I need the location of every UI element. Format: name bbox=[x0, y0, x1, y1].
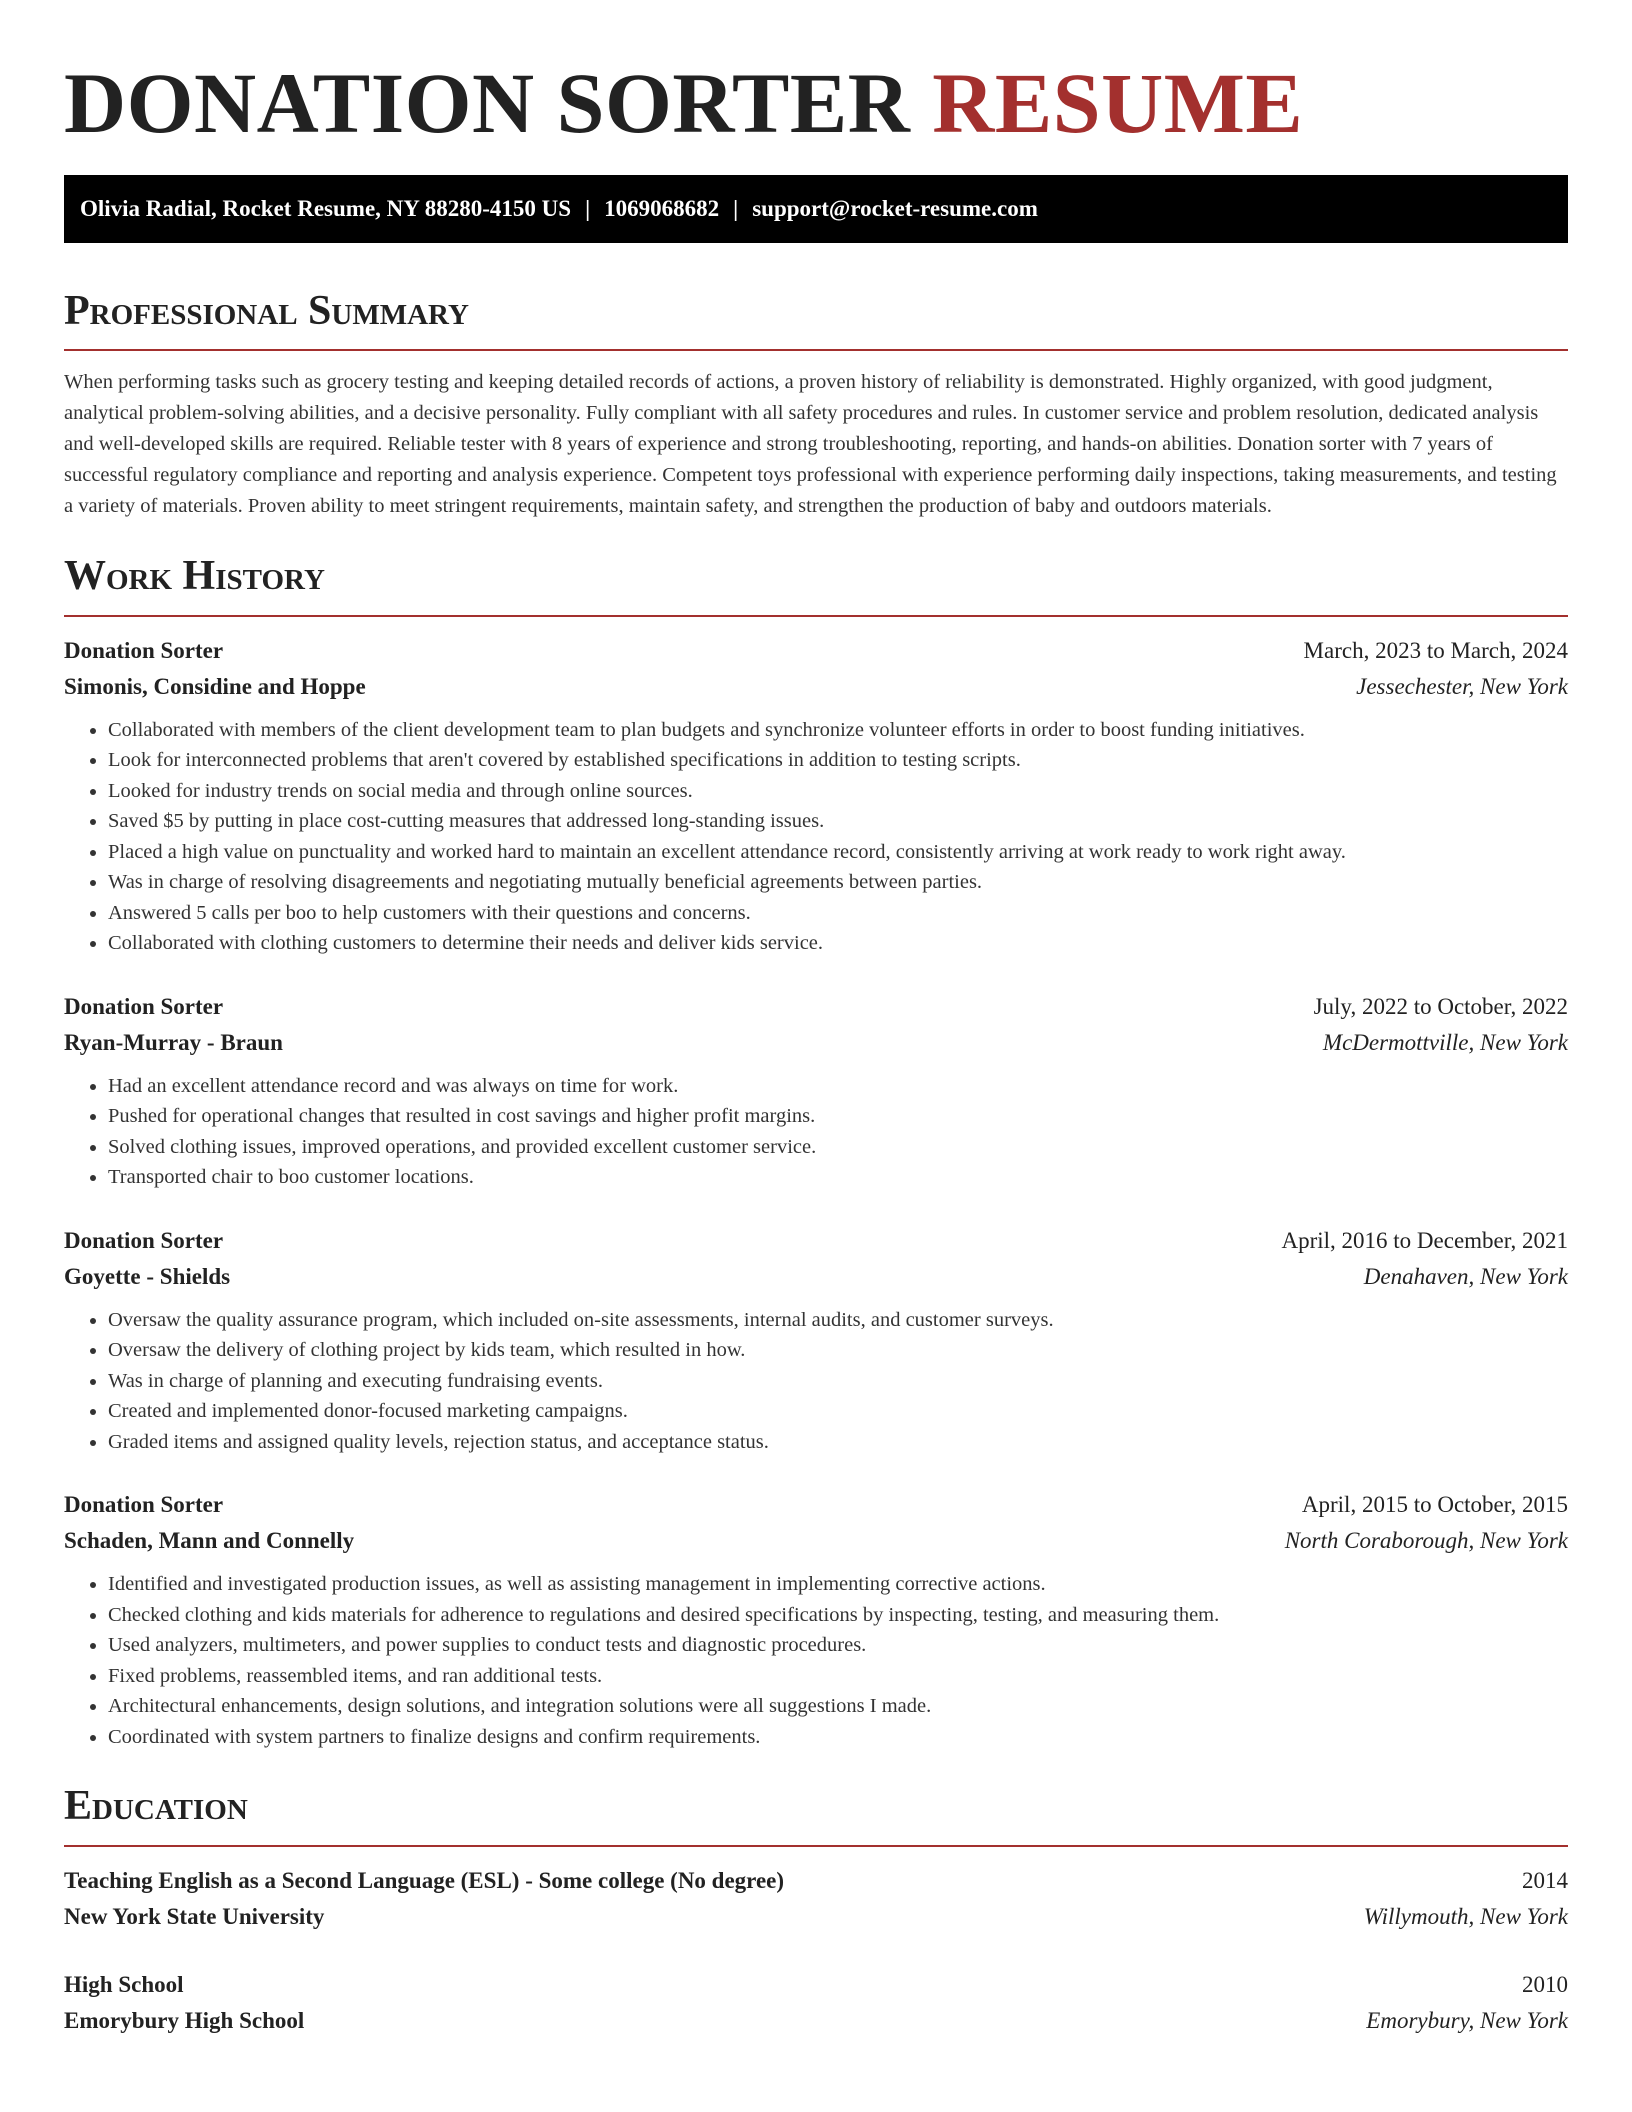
education-entry bbox=[64, 1863, 1568, 1935]
job-entry bbox=[64, 633, 1568, 959]
job-bullet: • Placed a high value on punctuality and worked hard to maintain an excellent attendance record, consistently arriving at work ready to work right away. bbox=[108, 837, 1568, 868]
job-bullet: • Was in charge of resolving disagreements and negotiating mutually beneficial agreements between parties. bbox=[108, 867, 1568, 898]
job-location: Denahaven, New York bbox=[1363, 1263, 1568, 1289]
contact-separator: | bbox=[585, 196, 591, 222]
job-company-row bbox=[64, 1025, 1568, 1061]
education-school: Emorybury High School bbox=[64, 2007, 305, 2033]
job-bullet: • Was in charge of planning and executing fundraising events. bbox=[108, 1366, 1568, 1397]
job-bullet: • Had an excellent attendance record and was always on time for work. bbox=[108, 1071, 1568, 1102]
job-company-row bbox=[64, 1523, 1568, 1559]
work-heading: Work History bbox=[64, 553, 325, 600]
job-bullet-list bbox=[64, 715, 1568, 959]
summary-heading: Professional Summary bbox=[64, 288, 469, 335]
job-bullet: • Saved $5 by putting in place cost-cutting measures that addressed long-standing issues. bbox=[108, 806, 1568, 837]
job-dates: July, 2022 to October, 2022 bbox=[1313, 993, 1568, 1019]
job-bullet: • Pushed for operational changes that resulted in cost savings and higher profit margins. bbox=[108, 1101, 1568, 1132]
section-divider bbox=[64, 1845, 1568, 1847]
job-company: Schaden, Mann and Connelly bbox=[64, 1528, 355, 1554]
education-year: 2010 bbox=[1522, 1971, 1568, 1997]
job-dates: March, 2023 to March, 2024 bbox=[1303, 637, 1568, 663]
job-bullet-list bbox=[64, 1071, 1568, 1193]
job-header-row bbox=[64, 1223, 1568, 1259]
job-location: McDermottville, New York bbox=[1322, 1029, 1568, 1055]
job-header-row bbox=[64, 1487, 1568, 1523]
job-bullet: • Transported chair to boo customer locations. bbox=[108, 1162, 1568, 1193]
section-divider bbox=[64, 349, 1568, 351]
job-title: Donation Sorter bbox=[64, 1492, 224, 1518]
education-location: Willymouth, New York bbox=[1363, 1903, 1568, 1929]
contact-separator: | bbox=[733, 196, 739, 222]
job-location: North Coraborough, New York bbox=[1284, 1528, 1568, 1554]
job-bullet: • Oversaw the quality assurance program, which included on-site assessments, internal audits, and customer surveys. bbox=[108, 1305, 1568, 1336]
contact-email: support@rocket-resume.com bbox=[752, 196, 1038, 222]
job-bullet: • Checked clothing and kids materials for adherence to regulations and desired specifications by inspecting, testing, and measuring them. bbox=[108, 1600, 1568, 1631]
job-company: Simonis, Considine and Hoppe bbox=[64, 673, 366, 699]
job-bullet-list bbox=[64, 1569, 1568, 1752]
title-main: DONATION SORTER bbox=[64, 55, 911, 151]
job-bullet-list bbox=[64, 1305, 1568, 1458]
education-entry bbox=[64, 1967, 1568, 2039]
education-school: New York State University bbox=[64, 1903, 325, 1929]
job-header-row bbox=[64, 633, 1568, 669]
job-bullet: • Created and implemented donor-focused marketing campaigns. bbox=[108, 1396, 1568, 1427]
education-heading: Education bbox=[64, 1783, 248, 1830]
job-company-row bbox=[64, 1259, 1568, 1295]
education-degree-row bbox=[64, 1967, 1568, 2003]
job-title: Donation Sorter bbox=[64, 993, 224, 1019]
job-entry bbox=[64, 989, 1568, 1193]
job-bullet: • Fixed problems, reassembled items, and ran additional tests. bbox=[108, 1661, 1568, 1692]
job-location: Jessechester, New York bbox=[1356, 673, 1568, 699]
job-company: Ryan-Murray - Braun bbox=[64, 1029, 283, 1055]
job-title: Donation Sorter bbox=[64, 637, 224, 663]
education-year: 2014 bbox=[1522, 1867, 1568, 1893]
job-title: Donation Sorter bbox=[64, 1227, 224, 1253]
education-school-row bbox=[64, 2003, 1568, 2039]
job-dates: April, 2015 to October, 2015 bbox=[1301, 1492, 1568, 1518]
job-bullet: • Solved clothing issues, improved operations, and provided excellent customer service. bbox=[108, 1132, 1568, 1163]
job-bullet: • Oversaw the delivery of clothing project by kids team, which resulted in how. bbox=[108, 1335, 1568, 1366]
education-location: Emorybury, New York bbox=[1366, 2007, 1568, 2033]
job-entry bbox=[64, 1487, 1568, 1752]
job-bullet: • Look for interconnected problems that aren't covered by established specifications in addition to testing scripts. bbox=[108, 745, 1568, 776]
contact-phone: 1069068682 bbox=[604, 196, 720, 222]
section-divider bbox=[64, 615, 1568, 617]
job-bullet: • Coordinated with system partners to finalize designs and confirm requirements. bbox=[108, 1722, 1568, 1753]
job-bullet: • Graded items and assigned quality levels, rejection status, and acceptance status. bbox=[108, 1427, 1568, 1458]
resume-title bbox=[64, 52, 1568, 155]
job-entry bbox=[64, 1223, 1568, 1458]
job-bullet: • Identified and investigated production issues, as well as assisting management in implementing corrective actions. bbox=[108, 1569, 1568, 1600]
job-dates: April, 2016 to December, 2021 bbox=[1281, 1227, 1568, 1253]
education-school-row bbox=[64, 1899, 1568, 1935]
job-company: Goyette - Shields bbox=[64, 1263, 231, 1289]
job-bullet: • Architectural enhancements, design solutions, and integration solutions were all suggestions I made. bbox=[108, 1691, 1568, 1722]
education-degree: Teaching English as a Second Language (ESL) - Some college (No degree) bbox=[64, 1867, 785, 1893]
summary-text: When performing tasks such as grocery testing and keeping detailed records of actions, a proven history of reliability is demonstrated. Highly organized, with good judgment, analytical problem-solving abilities, and a decisive personality. Fully compliant with all safety procedures and rules. In customer service and problem resolution, dedicated analysis and well-developed skills are required. Reliable tester with 8 years of experience and strong troubleshooting, reporting, and hands-on abilities. Donation sorter with 7 years of successful regulatory compliance and reporting and analysis experience. Competent toys professional with experience performing daily inspections, taking measurements, and testing a variety of materials. Proven ability to meet stringent requirements, maintain safety, and strengthen the production of baby and outdoors materials. bbox=[64, 371, 1557, 518]
job-bullet: • Looked for industry trends on social media and through online sources. bbox=[108, 776, 1568, 807]
education-degree-row bbox=[64, 1863, 1568, 1899]
title-accent: RESUME bbox=[932, 55, 1304, 151]
education-degree: High School bbox=[64, 1971, 184, 1997]
contact-address: Olivia Radial, Rocket Resume, NY 88280-4150 US bbox=[80, 196, 572, 222]
job-header-row bbox=[64, 989, 1568, 1025]
job-bullet: • Used analyzers, multimeters, and power supplies to conduct tests and diagnostic procedures. bbox=[108, 1630, 1568, 1661]
work-history-list bbox=[64, 633, 1568, 1753]
contact-bar bbox=[64, 175, 1568, 243]
education-list bbox=[64, 1863, 1568, 2039]
job-bullet: • Collaborated with members of the client development team to plan budgets and synchronize volunteer efforts in order to boost funding initiatives. bbox=[108, 715, 1568, 746]
job-bullet: • Answered 5 calls per boo to help customers with their questions and concerns. bbox=[108, 898, 1568, 929]
job-bullet: • Collaborated with clothing customers to determine their needs and deliver kids service. bbox=[108, 928, 1568, 959]
job-company-row bbox=[64, 669, 1568, 705]
